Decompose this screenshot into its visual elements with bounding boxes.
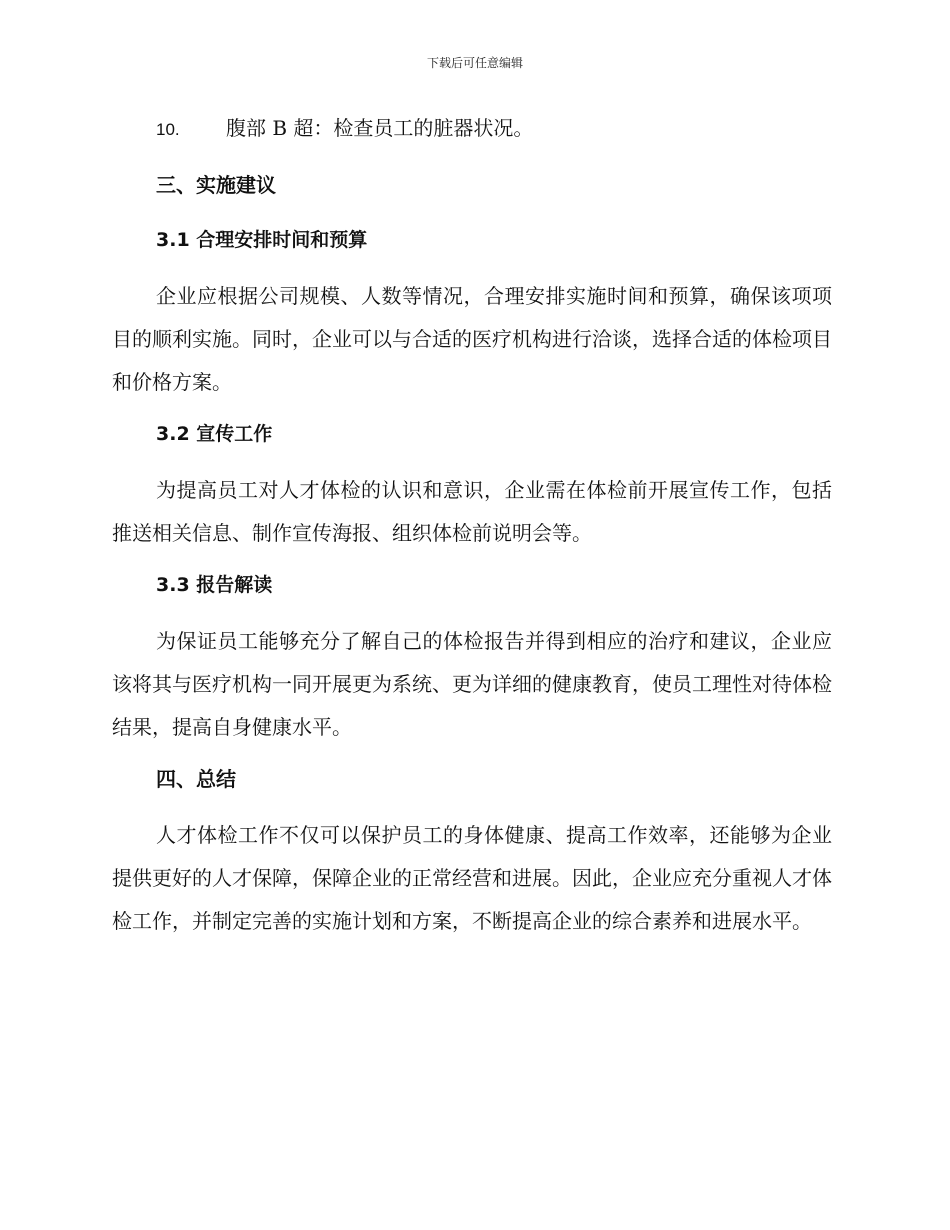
paragraph-summary: 人才体检工作不仅可以保护员工的身体健康、提高工作效率，还能够为企业提供更好的人才保障，保障企业的正常经营和进展。因此，企业应充分重视人才体检工作，并制定完善的实施计划和方案，不断提高企业的综合素养和进展水平。 bbox=[112, 823, 832, 933]
subheading-time-budget: 3.1 合理安排时间和预算 bbox=[156, 229, 368, 251]
paragraph-time-budget: 企业应根据公司规模、人数等情况，合理安排实施时间和预算，确保该项项目的顺利实施。同时，企业可以与合适的医疗机构进行洽谈，选择合适的体检项目和价格方案。 bbox=[112, 284, 832, 394]
section-heading-summary: 四、总结 bbox=[156, 767, 236, 791]
paragraph-report-interpretation: 为保证员工能够充分了解自己的体检报告并得到相应的治疗和建议，企业应该将其与医疗机构一同开展更为系统、更为详细的健康教育，使员工理性对待体检结果，提高自身健康水平。 bbox=[112, 629, 832, 739]
page-header-note: 下载后可任意编辑 bbox=[426, 56, 523, 70]
subheading-report-interpretation: 3.3 报告解读 bbox=[156, 574, 273, 596]
list-item-number: 10. bbox=[156, 120, 180, 139]
paragraph-publicity: 为提高员工对人才体检的认识和意识，企业需在体检前开展宣传工作，包括推送相关信息、制作宣传海报、组织体检前说明会等。 bbox=[112, 478, 832, 545]
subheading-publicity: 3.2 宣传工作 bbox=[156, 423, 273, 445]
document-body bbox=[112, 108, 832, 953]
list-item-10 bbox=[112, 108, 832, 150]
list-item-text: 腹部 B 超：检查员工的脏器状况。 bbox=[226, 116, 534, 140]
section-heading-recommendations: 三、实施建议 bbox=[156, 173, 276, 197]
